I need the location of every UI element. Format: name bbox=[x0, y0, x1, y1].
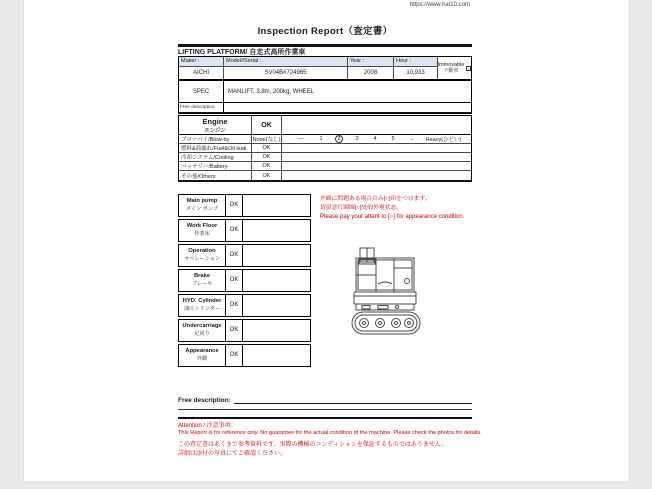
battery-label: バッテリー/Battery bbox=[179, 162, 252, 170]
machine-illustration bbox=[348, 246, 424, 347]
fuel-oil-leak-label: 燃料&油漏れ/Fuel&Oil leak bbox=[179, 144, 252, 152]
divider-thick bbox=[178, 417, 472, 419]
attention-title: Attention / 注意事項： bbox=[178, 423, 237, 429]
attention-line-jp2: 詳細は添付の写真にてご確認ください。 bbox=[178, 451, 287, 457]
immovable-cell bbox=[437, 57, 471, 79]
check-box-work-floor bbox=[178, 219, 311, 242]
report-title: Inspection Report（査定書） bbox=[257, 26, 393, 37]
engine-title-jp: エンジン bbox=[204, 127, 226, 134]
appearance-label-en: Appearance bbox=[185, 348, 219, 355]
undercarriage-label-en: Undercarriage bbox=[182, 323, 222, 330]
operation-status: OK bbox=[226, 245, 243, 266]
fuel-oil-leak-status: OK bbox=[252, 144, 282, 152]
check-box-operation bbox=[178, 244, 311, 267]
brake-label-en: Brake bbox=[193, 273, 211, 280]
blowby-scale bbox=[282, 135, 471, 143]
main-pump-label-en: Main pump bbox=[186, 198, 218, 205]
check-item-list bbox=[178, 194, 311, 367]
others-status: OK bbox=[252, 171, 282, 180]
hyd-cylinder-label-en: HYD. Cylinder bbox=[182, 298, 222, 305]
section-header: LIFTING PLATFORM/ 自走式高所作業車 bbox=[178, 49, 306, 56]
model-serial-value: SV04B#724965 bbox=[224, 67, 348, 79]
work-floor-status: OK bbox=[226, 220, 243, 241]
appearance-label-jp: 外観 bbox=[196, 355, 208, 362]
hour-value: 10,933 bbox=[406, 70, 425, 76]
work-floor-label-jp: 作業床 bbox=[194, 230, 210, 237]
immovable-label-jp: 不動車 bbox=[443, 68, 459, 75]
appearance-note bbox=[320, 195, 475, 222]
machine-info-table bbox=[178, 56, 472, 80]
spec-value: MANLIFT, 3.8m, 200kg, WHEEL bbox=[228, 88, 315, 95]
engine-bottom-bar bbox=[178, 180, 472, 182]
scale-dash: — bbox=[298, 136, 304, 142]
scale-4: 4 bbox=[373, 136, 377, 142]
check-box-main-pump bbox=[178, 194, 311, 217]
immovable-label-en: Immovable bbox=[437, 61, 465, 68]
scale-2-selected: 2 bbox=[335, 135, 343, 143]
appearance-status: OK bbox=[226, 345, 243, 366]
undercarriage-status: OK bbox=[226, 320, 243, 341]
engine-header-blank bbox=[282, 116, 471, 134]
year-header: Year : bbox=[348, 57, 394, 67]
maker-value: AICHI bbox=[179, 67, 224, 79]
spec-label: SPEC bbox=[179, 81, 224, 102]
engine-table bbox=[178, 115, 472, 181]
blowby-label: ブローバイ/Blow-by bbox=[179, 135, 252, 143]
engine-title-en: Engine bbox=[202, 116, 228, 126]
operation-label-en: Operation bbox=[188, 248, 216, 255]
main-pump-label-jp: メイン ポンプ bbox=[185, 205, 219, 212]
engine-status: OK bbox=[252, 116, 282, 134]
blowby-none-label: None(なし) bbox=[252, 137, 281, 143]
free-description-blank-line bbox=[234, 397, 472, 404]
operation-label-jp: オペレーション bbox=[183, 255, 221, 262]
site-url-link[interactable]: https://www.hat10.com bbox=[409, 2, 470, 8]
engine-top-bar bbox=[178, 112, 472, 114]
check-box-hyd-cylinder bbox=[178, 294, 311, 317]
free-description-row-value bbox=[224, 103, 471, 112]
main-pump-status: OK bbox=[226, 195, 243, 216]
spec-table bbox=[178, 80, 472, 113]
scale-1: 1 bbox=[319, 136, 323, 142]
undercarriage-label-jp: 足回り bbox=[194, 330, 210, 337]
check-box-brake bbox=[178, 269, 311, 292]
scale-arrow: → bbox=[409, 136, 415, 142]
maker-header: Maker : bbox=[179, 57, 224, 67]
check-box-undercarriage bbox=[178, 319, 311, 342]
battery-status: OK bbox=[252, 162, 282, 170]
appearance-note-en: Please pay your attent to [○] for appearance condition. bbox=[320, 213, 465, 220]
brake-label-jp: ブレーキ bbox=[191, 280, 213, 287]
model-serial-header: Model#Serial : bbox=[224, 57, 348, 67]
appearance-note-jp: 外観に問題ある場合のみ[○]印をつけます。 bbox=[320, 196, 431, 202]
cooling-label: 冷却システム/Cooling bbox=[179, 153, 252, 161]
attention-line-en: This Report is for reference only. No guarantee for the actual condition of the machine. Please check the photos for details. bbox=[178, 430, 482, 436]
hyd-cylinder-label-jp: 油圧シリンダー bbox=[183, 305, 221, 312]
hour-header: Hour : bbox=[394, 57, 437, 67]
scale-3: 3 bbox=[355, 136, 359, 142]
hyd-cylinder-status: OK bbox=[226, 295, 243, 316]
immovable-checkbox[interactable] bbox=[466, 66, 471, 71]
engine-header bbox=[179, 116, 252, 134]
scale-5: 5 bbox=[391, 136, 395, 142]
divider-thin bbox=[178, 409, 472, 410]
free-description-row-label: Free description bbox=[179, 103, 224, 112]
free-description-label: Free description: bbox=[178, 397, 231, 404]
scale-heavy-label: Heavy(ひどい) bbox=[425, 137, 462, 143]
year-value: 2008 bbox=[348, 67, 394, 79]
brake-status: OK bbox=[226, 270, 243, 291]
free-description-section bbox=[178, 397, 472, 404]
work-floor-label-en: Work Floor bbox=[186, 223, 218, 230]
check-box-appearance bbox=[178, 344, 311, 367]
others-label: その他/Others bbox=[179, 171, 252, 180]
attention-line-jp1: この査定書はあくまで参考資料です。実際の機械のコンディションを保証するものではありません。 bbox=[178, 442, 448, 448]
cooling-status: OK bbox=[252, 153, 282, 161]
appearance-note-cn: 请留意红圈圈[○]处的外观状态。 bbox=[320, 204, 403, 211]
